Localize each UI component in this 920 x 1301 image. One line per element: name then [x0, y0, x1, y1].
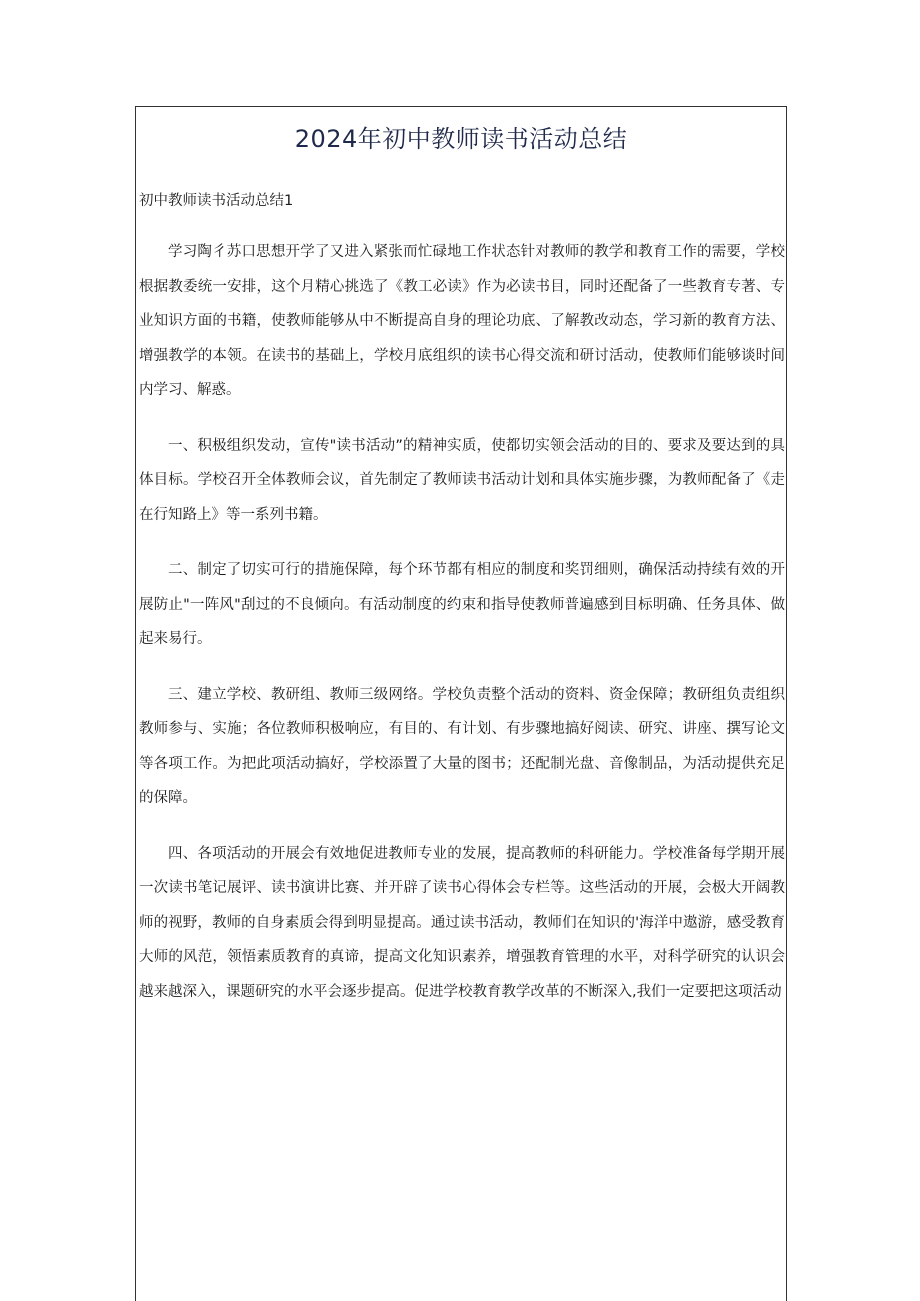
- paragraph-intro: 学习陶彳苏口思想开学了又进入紧张而忙碌地工作状态针对教师的教学和教育工作的需要，学校根据教委统一安排，这个月精心挑选了《教工必读》作为必读书目，同时还配备了一些教育专著、专业知识方面的书籍，使教师能够从中不断提高自身的理论功底、了解教改动态，学习新的教育方法、增强教学的本领。在读书的基础上，学校月底组织的读书心得交流和研讨活动，使教师们能够谈时间内学习、解惑。: [139, 244, 785, 398]
- document-body: [139, 189, 785, 1030]
- paragraph-point-3: 三、建立学校、教研组、教师三级网络。学校负责整个活动的资料、资金保障；教研组负责组织教师参与、实施；各位教师积极响应，有目的、有计划、有步骤地搞好阅读、研究、讲座、撰写论文等各项工作。为把此项活动搞好，学校添置了大量的图书；还配制光盘、音像制品，为活动提供充足的保障。: [139, 686, 785, 806]
- paragraph-point-2: 二、制定了切实可行的措施保障，每个环节都有相应的制度和奖罚细则，确保活动持续有效的开展防止"一阵风"刮过的不良倾向。有活动制度的约束和指导使教师普遍感到目标明确、任务具体、做起来易行。: [139, 562, 785, 647]
- paragraph-point-1: 一、积极组织发动，宣传"读书活动”的精神实质，使都切实领会活动的目的、要求及要达到的具体目标。学校召开全体教师会议，首先制定了教师读书活动计划和具体实施步骤，为教师配备了《走在行知路上》等一系列书籍。: [139, 437, 785, 523]
- document-title: 2024年初中教师读书活动总结: [294, 125, 628, 153]
- document-page: [135, 106, 787, 1301]
- section-subtitle: 初中教师读书活动总结1: [139, 193, 294, 209]
- paragraph-point-4: 四、各项活动的开展会有效地促进教师专业的发展，提高教师的科研能力。学校准备每学期开展一次读书笔记展评、读书演讲比赛、并开辟了读书心得体会专栏等。这些活动的开展，会极大开阔教师的视野，教师的自身素质会得到明显提高。通过读书活动，教师们在知识的'海洋中遨游，感受教育大师的风范，领悟素质教育的真谛，提高文化知识素养，增强教育管理的水平，对科学研究的认识会越来越深入，课题研究的水平会逐步提高。促进学校教育教学改革的不断深入,我们一定要把这项活动: [139, 845, 785, 1000]
